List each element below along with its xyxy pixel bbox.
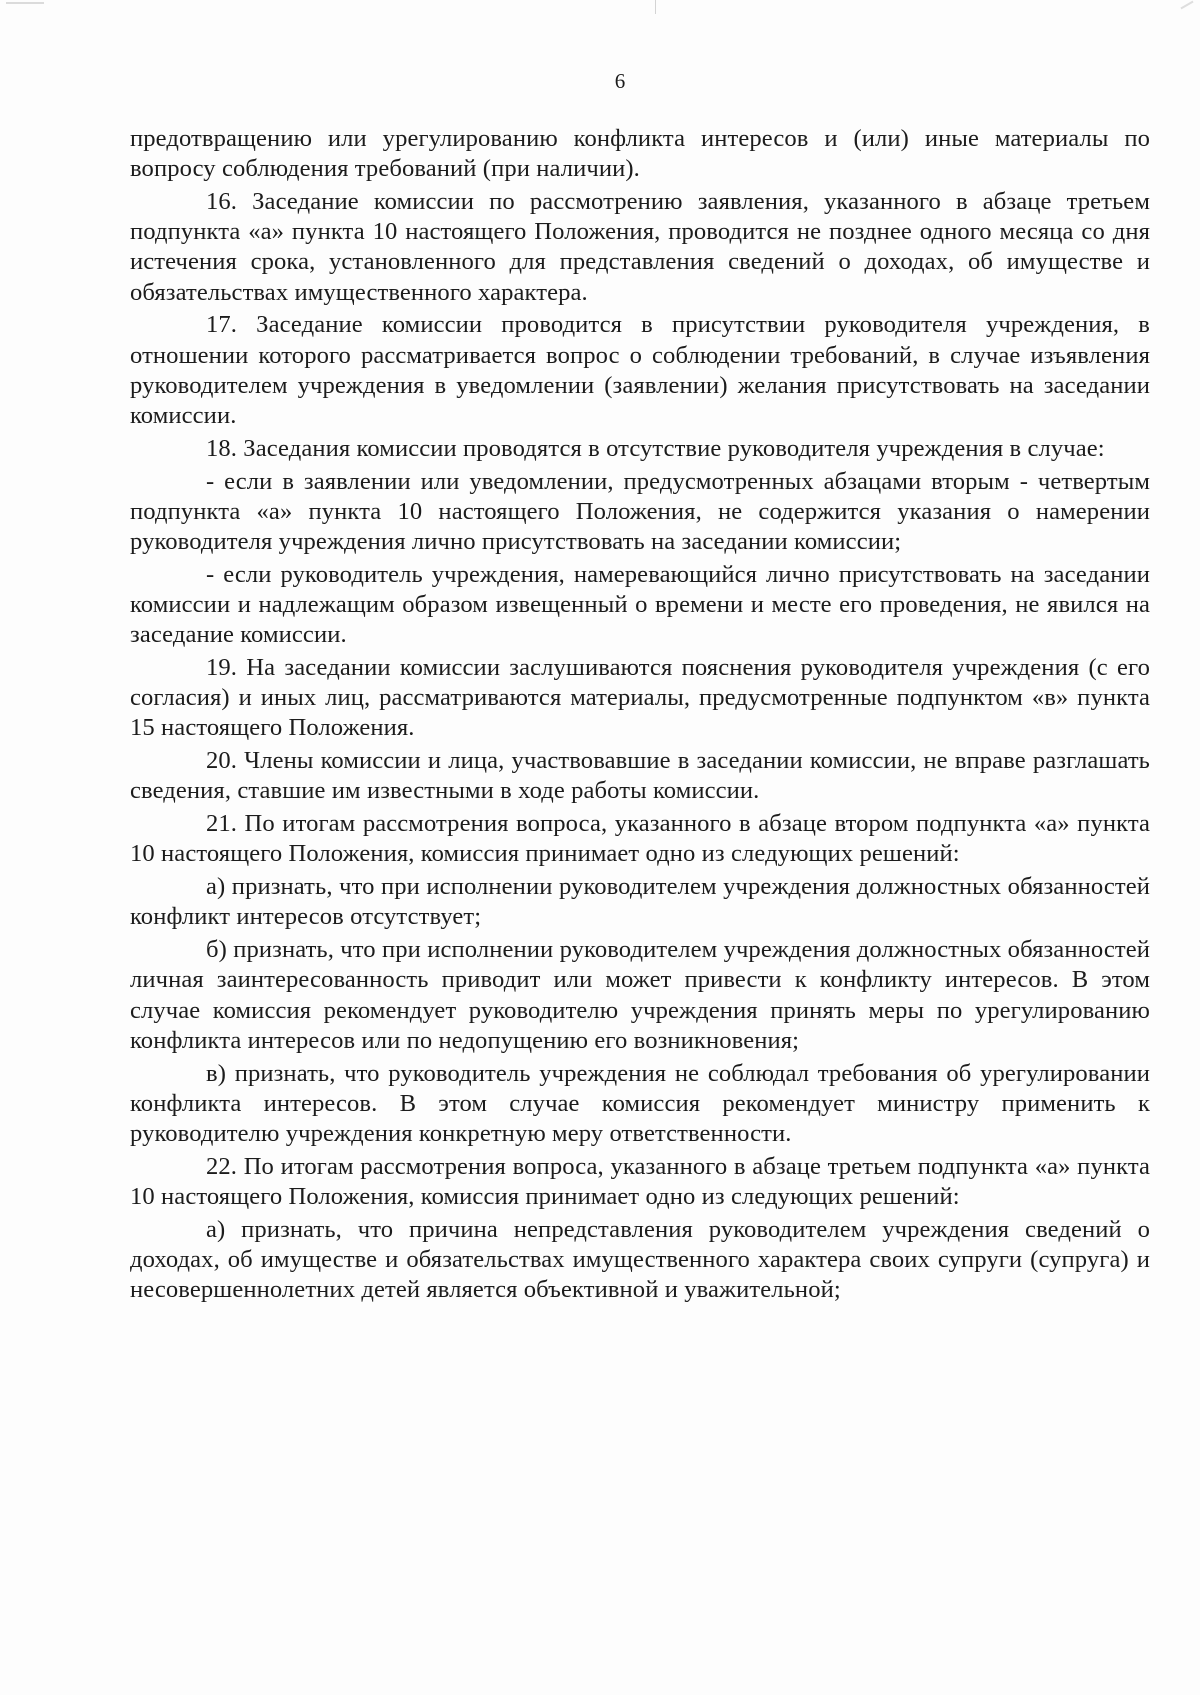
paragraph-21: 21. По итогам рассмотрения вопроса, указанного в абзаце втором подпункта «а» пункта 10 настоящего Положения, комиссия принимает одно из следующих решений: — [130, 810, 1150, 868]
paragraph-21-item-c: в) признать, что руководитель учреждения не соблюдал требования об урегулировании конфликта интересов. В этом случае комиссия рекомендует министру применить к руководителю учреждения конкретную меру ответственности. — [130, 1059, 1150, 1148]
paragraph-19: 19. На заседании комиссии заслушиваются пояснения руководителя учреждения (с его согласия) и иных лиц, рассматриваются материалы, предусмотренные подпунктом «в» пункта 15 настоящего Положения. — [130, 654, 1150, 742]
paragraph-18-item-1: - если в заявлении или уведомлении, предусмотренных абзацами вторым - четвертым подпункта «а» пункта 10 настоящего Положения, не содержится указания о намерении руководителя учреждения лично присутствовать на заседании комиссии; — [130, 467, 1150, 556]
scan-artifact — [655, 0, 656, 14]
scan-artifact — [1180, 1, 1193, 10]
paragraph-21-item-a: а) признать, что при исполнении руководителем учреждения должностных обязанностей конфликт интересов отсутствует; — [130, 873, 1150, 931]
paragraph-18-item-2: - если руководитель учреждения, намеревающийся лично присутствовать на заседании комиссии и надлежащим образом извещенный о времени и месте его проведения, не явился на заседание комиссии. — [130, 560, 1150, 649]
paragraph-17: 17. Заседание комиссии проводится в присутствии руководителя учреждения, в отношении которого рассматривается вопрос о соблюдении требований, в случае изъявления руководителем учреждения в уведомлении (заявлении) желания присутствовать на заседании комиссии. — [130, 311, 1150, 430]
paragraph-20: 20. Члены комиссии и лица, участвовавшие в заседании комиссии, не вправе разглашать сведения, ставшие им известными в ходе работы комиссии. — [130, 747, 1150, 805]
paragraph-16: 16. Заседание комиссии по рассмотрению заявления, указанного в абзаце третьем подпункта «а» пункта 10 настоящего Положения, проводится не позднее одного месяца со дня истечения срока, установленного для представления сведений о доходах, об имуществе и обязательствах имущественного характера. — [130, 188, 1150, 306]
paragraph-continuation: предотвращению или урегулированию конфликта интересов и (или) иные материалы по вопросу соблюдения требований (при наличии). — [130, 125, 1150, 183]
paragraph-18: 18. Заседания комиссии проводятся в отсутствие руководителя учреждения в случае: — [206, 434, 1105, 462]
paragraph-22-item-a: а) признать, что причина непредставления руководителем учреждения сведений о доходах, об имуществе и обязательствах имущественного характера своих супруги (супруга) и несовершеннолетних детей является объективной и уважительной; — [130, 1215, 1150, 1304]
page-number: 6 — [614, 69, 626, 93]
scan-artifact — [6, 2, 44, 4]
paragraph-21-item-b: б) признать, что при исполнении руководителем учреждения должностных обязанностей личная заинтересованность приводит или может привести к конфликту интересов. В этом случае комиссия рекомендует руководителю учреждения принять меры по урегулированию конфликта интересов или по недопущению его возникновения; — [130, 936, 1150, 1054]
document-body — [130, 124, 1150, 1308]
paragraph-22: 22. По итогам рассмотрения вопроса, указанного в абзаце третьем подпункта «а» пункта 10 настоящего Положения, комиссия принимает одно из следующих решений: — [130, 1152, 1150, 1211]
